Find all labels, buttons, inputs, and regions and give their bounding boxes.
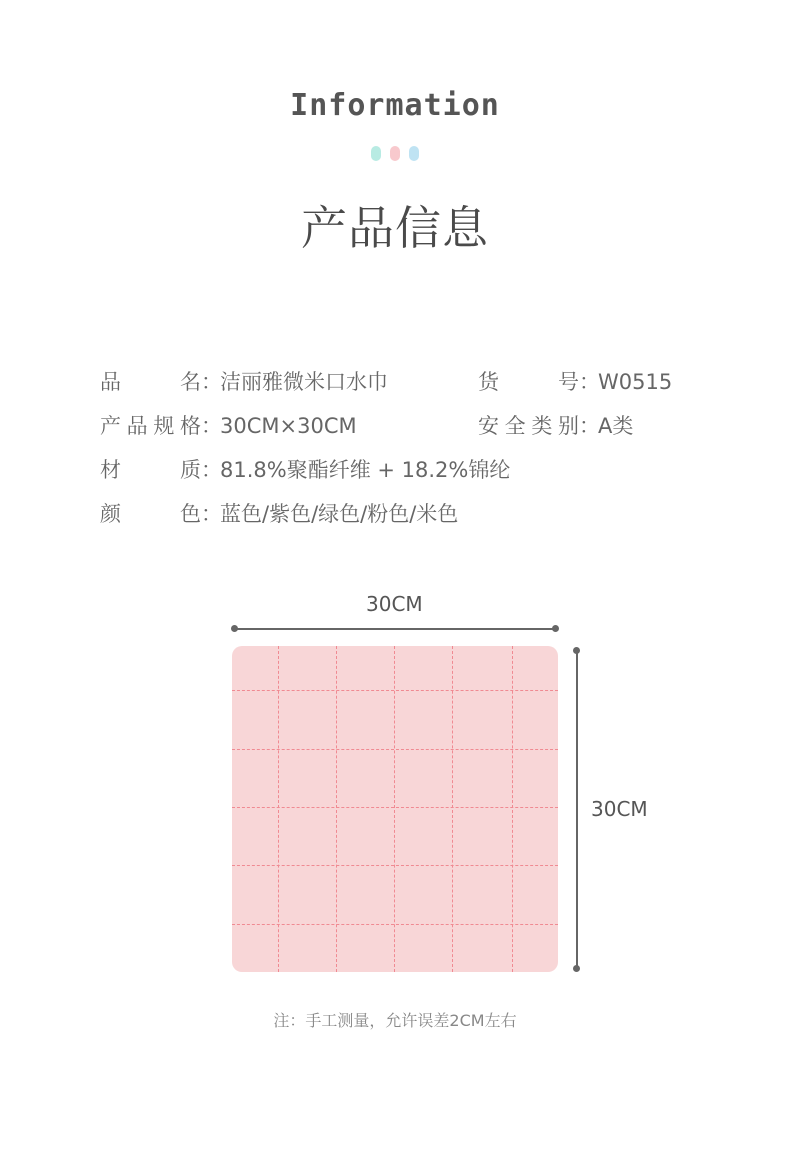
width-dimension-end-dot xyxy=(552,625,559,632)
dot-blue xyxy=(409,146,419,161)
height-dimension-end-dot xyxy=(573,965,580,972)
stitch-line-horizontal xyxy=(232,807,558,808)
width-dimension-label: 30CM xyxy=(366,592,423,616)
towel-illustration xyxy=(232,646,558,972)
stitch-line-horizontal xyxy=(232,749,558,750)
colon: ： xyxy=(579,414,600,438)
spec-item-no-value: W0515 xyxy=(598,370,673,394)
dot-pink xyxy=(390,146,400,161)
dot-mint xyxy=(371,146,381,161)
spec-item-no-label: 货号 xyxy=(478,370,579,394)
spec-name-row xyxy=(100,369,388,395)
spec-safety-label: 安全类别 xyxy=(478,414,579,438)
spec-size-row xyxy=(100,413,357,439)
spec-color-row xyxy=(100,501,458,527)
colon: ： xyxy=(201,502,222,526)
width-dimension-start-dot xyxy=(231,625,238,632)
spec-color-value: 蓝色/紫色/绿色/粉色/米色 xyxy=(220,502,459,526)
width-dimension-line xyxy=(235,628,556,630)
stitch-line-horizontal xyxy=(232,865,558,866)
spec-safety-row xyxy=(478,413,633,439)
height-dimension-line xyxy=(576,651,578,968)
spec-name-label: 品名 xyxy=(100,370,201,394)
height-dimension-start-dot xyxy=(573,647,580,654)
spec-size-value: 30CM×30CM xyxy=(220,414,357,438)
measurement-note: 注：手工测量，允许误差2CM左右 xyxy=(273,1011,517,1030)
spec-material-row xyxy=(100,457,510,483)
height-dimension-label: 30CM xyxy=(591,797,648,821)
colon: ： xyxy=(579,370,600,394)
spec-color-label: 颜色 xyxy=(100,502,201,526)
spec-name-value: 洁丽雅微米口水巾 xyxy=(220,370,388,394)
info-heading: Information xyxy=(290,88,500,123)
colon: ： xyxy=(201,370,222,394)
spec-item-no-row xyxy=(478,369,672,395)
stitch-line-horizontal xyxy=(232,924,558,925)
stitch-line-horizontal xyxy=(232,690,558,691)
colon: ： xyxy=(201,414,222,438)
spec-size-label: 产品规格 xyxy=(100,414,201,438)
spec-safety-value: A类 xyxy=(598,414,634,438)
spec-material-value: 81.8%聚酯纤维 + 18.2%锦纶 xyxy=(220,458,511,482)
decorative-dots xyxy=(0,146,790,161)
spec-material-label: 材质 xyxy=(100,458,201,482)
page-title: 产品信息 xyxy=(301,201,489,255)
colon: ： xyxy=(201,458,222,482)
